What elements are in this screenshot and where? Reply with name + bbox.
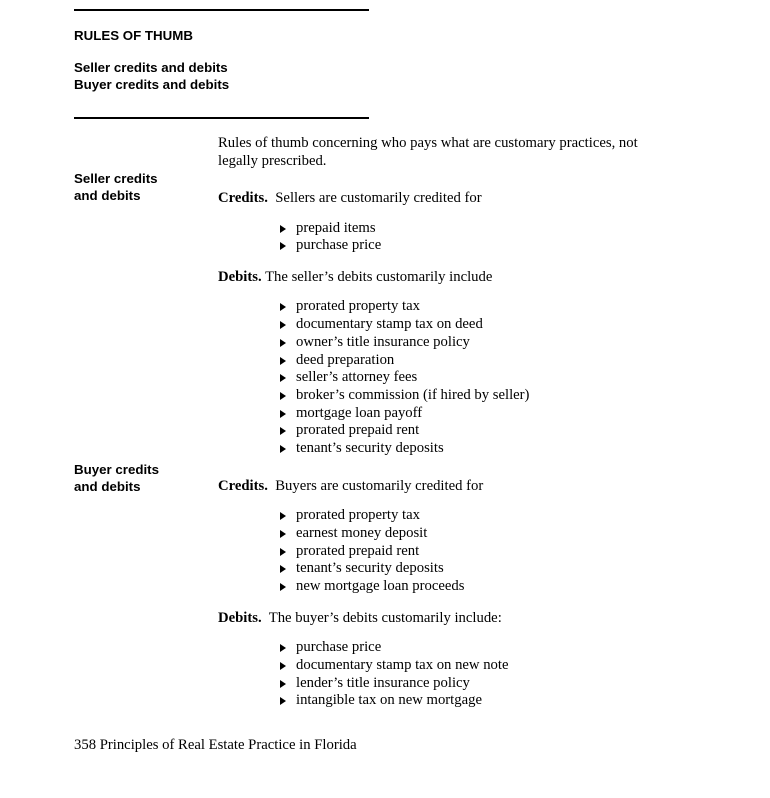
bullet-text: prorated property tax	[296, 507, 420, 524]
mid-divider	[74, 117, 369, 119]
lead-line	[218, 478, 678, 496]
bullet-text: tenant’s security deposits	[296, 560, 444, 577]
triangle-bullet-icon	[280, 357, 286, 365]
bullet-text: broker’s commission (if hired by seller)	[296, 386, 530, 403]
bullet-text: earnest money deposit	[296, 524, 428, 541]
bullet-text: purchase price	[296, 639, 382, 656]
bullet-list	[218, 639, 678, 710]
bullet-item	[218, 298, 678, 316]
lead-word: Debits.	[218, 268, 262, 285]
bullet-item	[218, 543, 678, 561]
bullet-item	[218, 657, 678, 675]
lead-rest: The seller’s debits customarily include	[261, 268, 493, 285]
bullet-list	[218, 220, 678, 255]
bullet-text: new mortgage loan proceeds	[296, 578, 465, 595]
bullet-item	[218, 692, 678, 710]
bullet-text: documentary stamp tax on new note	[296, 656, 509, 673]
bullet-item	[218, 369, 678, 387]
triangle-bullet-icon	[280, 583, 286, 591]
section-index	[74, 60, 229, 93]
margin-label-line: and debits	[74, 479, 141, 495]
lead-rest: Buyers are customarily credited for	[267, 477, 484, 494]
margin-label-line: and debits	[74, 188, 141, 204]
triangle-bullet-icon	[280, 548, 286, 556]
triangle-bullet-icon	[280, 427, 286, 435]
intro-paragraph: Rules of thumb concerning who pays what are customary practices, not legally prescribed.	[218, 135, 638, 169]
margin-label	[74, 170, 158, 205]
top-divider	[74, 9, 369, 11]
bullet-text: owner’s title insurance policy	[296, 333, 470, 350]
triangle-bullet-icon	[280, 392, 286, 400]
bullet-text: prepaid items	[296, 219, 376, 236]
bullet-text: prorated property tax	[296, 298, 420, 315]
lead-word: Credits.	[218, 477, 268, 494]
bullet-text: documentary stamp tax on deed	[296, 316, 483, 333]
page-footer: 358 Principles of Real Estate Practice in Florida	[74, 737, 357, 753]
triangle-bullet-icon	[280, 303, 286, 311]
lead-line	[218, 269, 678, 287]
bullet-list	[218, 298, 678, 457]
section-index-line: Seller credits and debits	[74, 60, 228, 75]
bullet-text: lender’s title insurance policy	[296, 674, 470, 691]
triangle-bullet-icon	[280, 374, 286, 382]
triangle-bullet-icon	[280, 530, 286, 538]
triangle-bullet-icon	[280, 225, 286, 233]
lead-word: Credits.	[218, 190, 268, 206]
triangle-bullet-icon	[280, 697, 286, 705]
bullet-item	[218, 352, 678, 370]
bullet-item	[218, 507, 678, 525]
bullet-item	[218, 387, 678, 405]
bullet-item	[218, 578, 678, 596]
triangle-bullet-icon	[280, 512, 286, 520]
triangle-bullet-icon	[280, 321, 286, 329]
triangle-bullet-icon	[280, 410, 286, 418]
bullet-item	[218, 525, 678, 543]
lead-word: Debits.	[218, 609, 262, 626]
page-title: RULES OF THUMB	[74, 28, 193, 43]
bullet-item	[218, 560, 678, 578]
bullet-text: tenant’s security deposits	[296, 440, 444, 457]
margin-label	[74, 461, 159, 496]
triangle-bullet-icon	[280, 445, 286, 453]
bullet-item	[218, 334, 678, 352]
margin-label-line: Seller credits	[74, 171, 158, 186]
bullet-text: mortgage loan payoff	[296, 404, 423, 421]
bullet-item	[218, 639, 678, 657]
bullet-list	[218, 507, 678, 596]
bullet-text: prorated prepaid rent	[296, 422, 420, 439]
bullet-text: purchase price	[296, 237, 382, 254]
triangle-bullet-icon	[280, 565, 286, 573]
bullet-item	[218, 405, 678, 423]
bullet-item	[218, 237, 678, 255]
bullet-item	[218, 422, 678, 440]
content-column	[218, 135, 678, 710]
triangle-bullet-icon	[280, 644, 286, 652]
bullet-item	[218, 675, 678, 693]
bullet-text: seller’s attorney fees	[296, 369, 418, 386]
bullet-text: intangible tax on new mortgage	[296, 692, 482, 709]
lead-line	[218, 190, 678, 208]
lead-rest: Sellers are customarily credited for	[267, 190, 482, 206]
bullet-item	[218, 220, 678, 238]
section-index-line: Buyer credits and debits	[74, 76, 230, 92]
triangle-bullet-icon	[280, 680, 286, 688]
lead-rest: The buyer’s debits customarily include:	[261, 609, 502, 626]
bullet-item	[218, 316, 678, 334]
triangle-bullet-icon	[280, 339, 286, 347]
bullet-text: deed preparation	[296, 351, 395, 368]
triangle-bullet-icon	[280, 242, 286, 250]
bullet-item	[218, 440, 678, 458]
lead-line	[218, 610, 678, 628]
bullet-text: prorated prepaid rent	[296, 542, 420, 559]
margin-label-line: Buyer credits	[74, 462, 159, 477]
triangle-bullet-icon	[280, 662, 286, 670]
